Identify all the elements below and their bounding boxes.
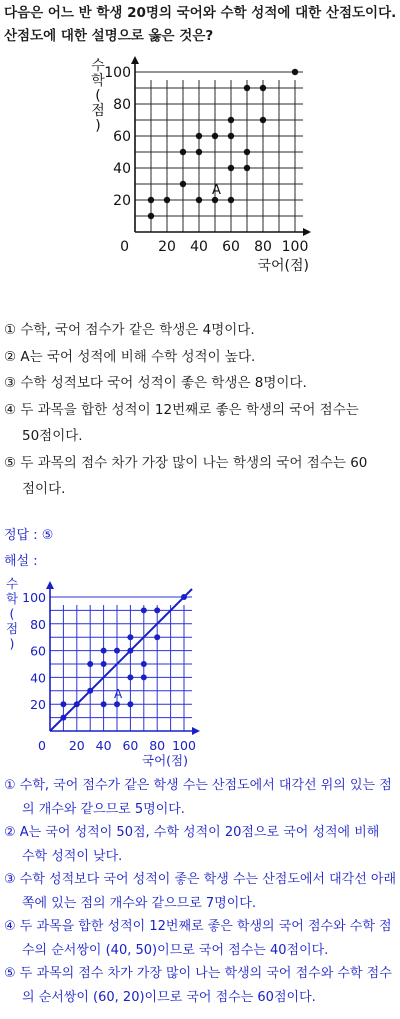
y-tick-label: 80 <box>113 97 131 113</box>
data-point <box>101 701 107 707</box>
explanation-3 <box>4 868 398 915</box>
explanation-4-line1: ④ 두 과목을 합한 성적이 12번째로 좋은 학생의 국어 점수와 수학 점 <box>4 919 392 934</box>
data-point <box>60 701 66 707</box>
explanation-5 <box>4 962 398 1009</box>
data-point <box>148 197 154 203</box>
explanation-2 <box>4 821 398 868</box>
x-tick-label: 80 <box>254 239 272 255</box>
x-tick-label: 60 <box>122 738 139 753</box>
y-tick-label: 20 <box>30 697 46 713</box>
data-point <box>292 69 298 75</box>
data-point <box>141 661 147 667</box>
data-point <box>127 674 133 680</box>
y-tick-label: 100 <box>22 590 46 605</box>
chart-labels <box>6 576 196 768</box>
y-tick-label: 40 <box>30 670 46 686</box>
data-point <box>244 165 250 171</box>
data-point <box>154 607 160 613</box>
scatter-plot-question <box>0 56 400 284</box>
data-point <box>127 648 133 654</box>
data-point <box>244 85 250 91</box>
x-tick-label: 0 <box>38 738 46 753</box>
option-4-line2: 50점이다. <box>22 428 83 444</box>
option-5-line1: ⑤ 두 과목의 점수 차가 가장 많이 나는 학생의 국어 점수는 60 <box>4 454 368 471</box>
question-line: 다음은 어느 반 학생 20명의 국어와 수학 성적에 대한 산점도이다. <box>4 5 397 21</box>
x-tick-label: 80 <box>149 738 166 753</box>
y-axis-arrow <box>46 581 54 589</box>
explanation-label: 해설 : <box>4 554 38 569</box>
data-point <box>228 133 234 139</box>
data-point <box>228 117 234 123</box>
data-point <box>74 701 80 707</box>
x-tick-label: 40 <box>190 239 208 255</box>
option-4[interactable] <box>4 397 398 450</box>
data-point <box>114 701 120 707</box>
chart-labels <box>91 58 309 274</box>
data-point <box>141 607 147 613</box>
data-point <box>228 165 234 171</box>
explanation-1-line1: ① 수학, 국어 점수가 같은 학생 수는 산점도에서 대각선 위의 있는 점 <box>4 778 392 793</box>
option-3[interactable]: ③ 수학 성적보다 국어 성적이 좋은 학생은 8명이다. <box>4 375 307 391</box>
answer-text: 정답 : ⑤ <box>4 528 54 543</box>
data-point <box>101 661 107 667</box>
option-5[interactable] <box>4 450 398 503</box>
data-point <box>212 133 218 139</box>
option-2[interactable]: ② A는 국어 성적에 비해 수학 성적이 높다. <box>4 348 256 365</box>
data-point <box>114 648 120 654</box>
y-tick-label: 60 <box>113 129 131 145</box>
data-point <box>60 715 66 721</box>
data-point <box>196 133 202 139</box>
explanation-4 <box>4 915 398 962</box>
data-point <box>228 197 234 203</box>
data-point <box>127 701 133 707</box>
data-point <box>180 181 186 187</box>
explanation-5-line2: 의 순서쌍이 (60, 20)이므로 국어 점수는 60점이다. <box>22 989 316 1005</box>
explanation-3-line2: 쪽에 있는 점의 개수와 같으므로 7명이다. <box>22 895 256 911</box>
y-tick-label: 60 <box>30 643 46 659</box>
x-tick-label: 100 <box>172 738 196 753</box>
option-4-line1: ④ 두 과목을 합한 성적이 12번째로 좋은 학생의 국어 점수는 <box>4 401 359 418</box>
data-point <box>260 117 266 123</box>
y-axis-label: 수 학 ( 점 ) <box>91 58 105 134</box>
explanations <box>4 774 398 1009</box>
explanation-1 <box>4 774 398 821</box>
option-1[interactable]: ① 수학, 국어 점수가 같은 학생은 4명이다. <box>4 322 255 338</box>
explanation-5-line1: ⑤ 두 과목의 점수 차가 가장 많이 나는 학생의 국어 점수와 수학 점수 <box>4 966 392 981</box>
data-point <box>181 594 187 600</box>
point-annotation: A <box>212 183 221 198</box>
chart-axes <box>131 56 311 236</box>
y-tick-label: 20 <box>113 193 131 209</box>
data-point <box>127 634 133 640</box>
x-tick-label: 20 <box>68 738 85 753</box>
explanation-2-line1: ② A는 국어 성적이 50점, 수학 성적이 20점으로 국어 성적에 비해 <box>4 825 380 840</box>
x-tick-label: 20 <box>158 239 176 255</box>
x-tick-label: 40 <box>95 738 112 753</box>
explanation-4-line2: 수의 순서쌍이 (40, 50)이므로 국어 점수는 40점이다. <box>22 942 329 958</box>
data-point <box>87 661 93 667</box>
data-point <box>141 674 147 680</box>
data-point <box>101 648 107 654</box>
answer-options <box>4 317 398 503</box>
y-axis-label: 수 학 ( 점 ) <box>5 576 19 651</box>
point-annotation: A <box>114 687 123 702</box>
x-axis-label: 국어(점) <box>142 753 188 768</box>
data-point <box>148 213 154 219</box>
data-point <box>154 634 160 640</box>
question-line: 산점도에 대한 설명으로 옳은 것은? <box>4 28 214 44</box>
chart-grid <box>135 72 303 232</box>
data-point <box>196 149 202 155</box>
data-point <box>180 149 186 155</box>
data-point <box>196 197 202 203</box>
data-point <box>164 197 170 203</box>
data-point <box>87 688 93 694</box>
explanation-2-line2: 수학 성적이 낮다. <box>22 848 123 864</box>
y-axis-arrow <box>131 56 139 64</box>
x-axis-arrow <box>303 228 311 236</box>
x-tick-label: 0 <box>120 239 129 255</box>
y-tick-label: 100 <box>104 65 131 81</box>
chart-points <box>148 69 298 219</box>
explanation-3-line1: ③ 수학 성적보다 국어 성적이 좋은 학생 수는 산점도에서 대각선 아래 <box>4 872 397 887</box>
y-tick-label: 80 <box>30 616 46 632</box>
x-axis-label: 국어(점) <box>257 258 309 274</box>
y-tick-label: 40 <box>113 161 131 177</box>
question-text <box>4 2 398 48</box>
option-5-line2: 점이다. <box>22 481 66 497</box>
x-tick-label: 100 <box>281 239 309 255</box>
x-axis-arrow <box>192 727 200 735</box>
data-point <box>260 85 266 91</box>
scatter-plot-explanation <box>0 574 220 770</box>
explanation-1-line2: 의 개수와 같으므로 5명이다. <box>22 801 185 817</box>
data-point <box>244 149 250 155</box>
x-tick-label: 60 <box>222 239 240 255</box>
